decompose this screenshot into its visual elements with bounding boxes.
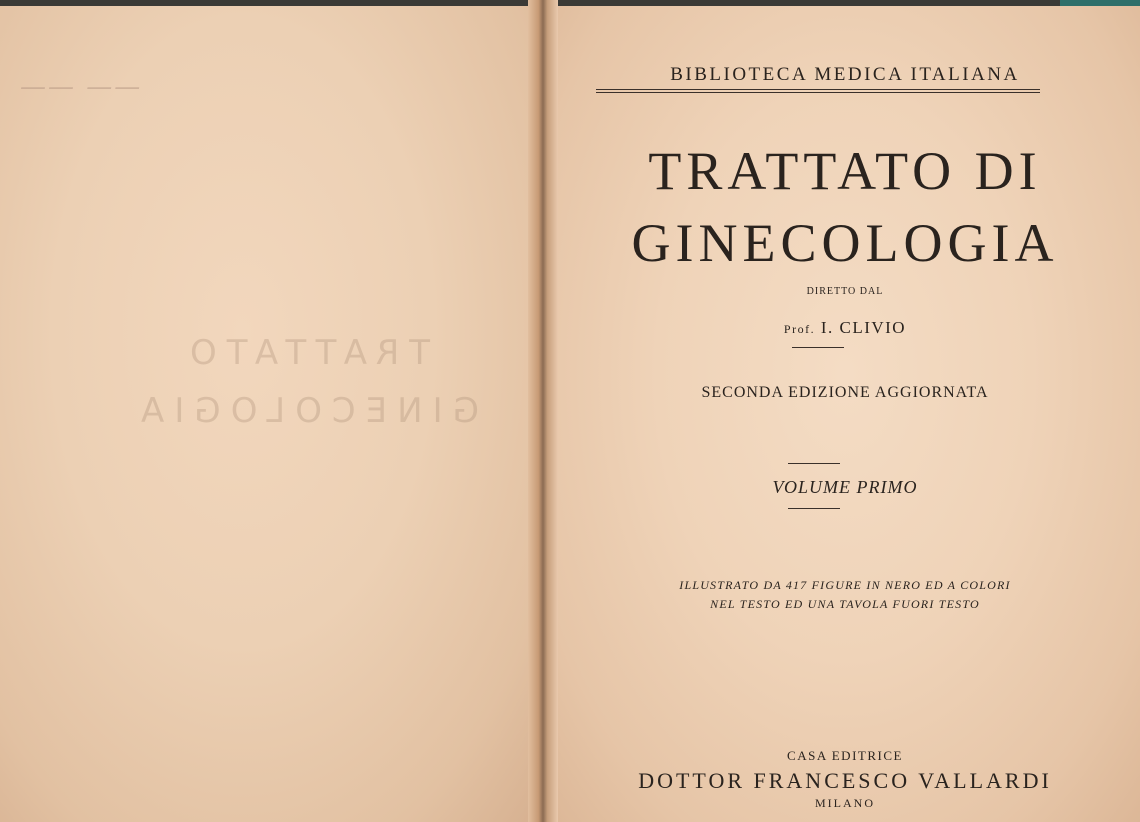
- author-line: [550, 318, 1140, 338]
- left-page: [0, 6, 540, 822]
- title-page: [550, 6, 1140, 822]
- pencil-annotation: —— ——: [20, 72, 143, 102]
- illustrations-line-2: NEL TESTO ED UNA TAVOLA FUORI TESTO: [710, 597, 980, 611]
- author-prefix: Prof.: [783, 322, 816, 336]
- divider-rule: [788, 463, 840, 464]
- divider-rule: [788, 508, 840, 509]
- show-through-line-1: TRATTATO: [179, 333, 431, 373]
- edition-line: SECONDA EDIZIONE AGGIORNATA: [701, 384, 989, 401]
- publisher-city: MILANO: [815, 796, 875, 810]
- show-through-text: [95, 324, 515, 440]
- publisher-name: DOTTOR FRANCESCO VALLARDI: [638, 768, 1052, 793]
- directed-by-label: DIRETTO DAL: [806, 286, 884, 297]
- publisher-label: CASA EDITRICE: [787, 748, 903, 763]
- double-rule: [596, 89, 1040, 93]
- book-title-line-1: TRATTATO DI: [648, 141, 1042, 201]
- show-through-line-2: GINECOLOGIA: [131, 391, 479, 431]
- volume-label: VOLUME PRIMO: [772, 477, 918, 497]
- illustrations-line-1: ILLUSTRATO DA 417 FIGURE IN NERO ED A COLORI: [679, 578, 1011, 592]
- divider-rule: [792, 347, 844, 348]
- book-title-line-2: GINECOLOGIA: [631, 213, 1059, 273]
- series-title: BIBLIOTECA MEDICA ITALIANA: [670, 64, 1020, 85]
- author-name: I. CLIVIO: [820, 318, 907, 337]
- book-gutter: [528, 0, 558, 822]
